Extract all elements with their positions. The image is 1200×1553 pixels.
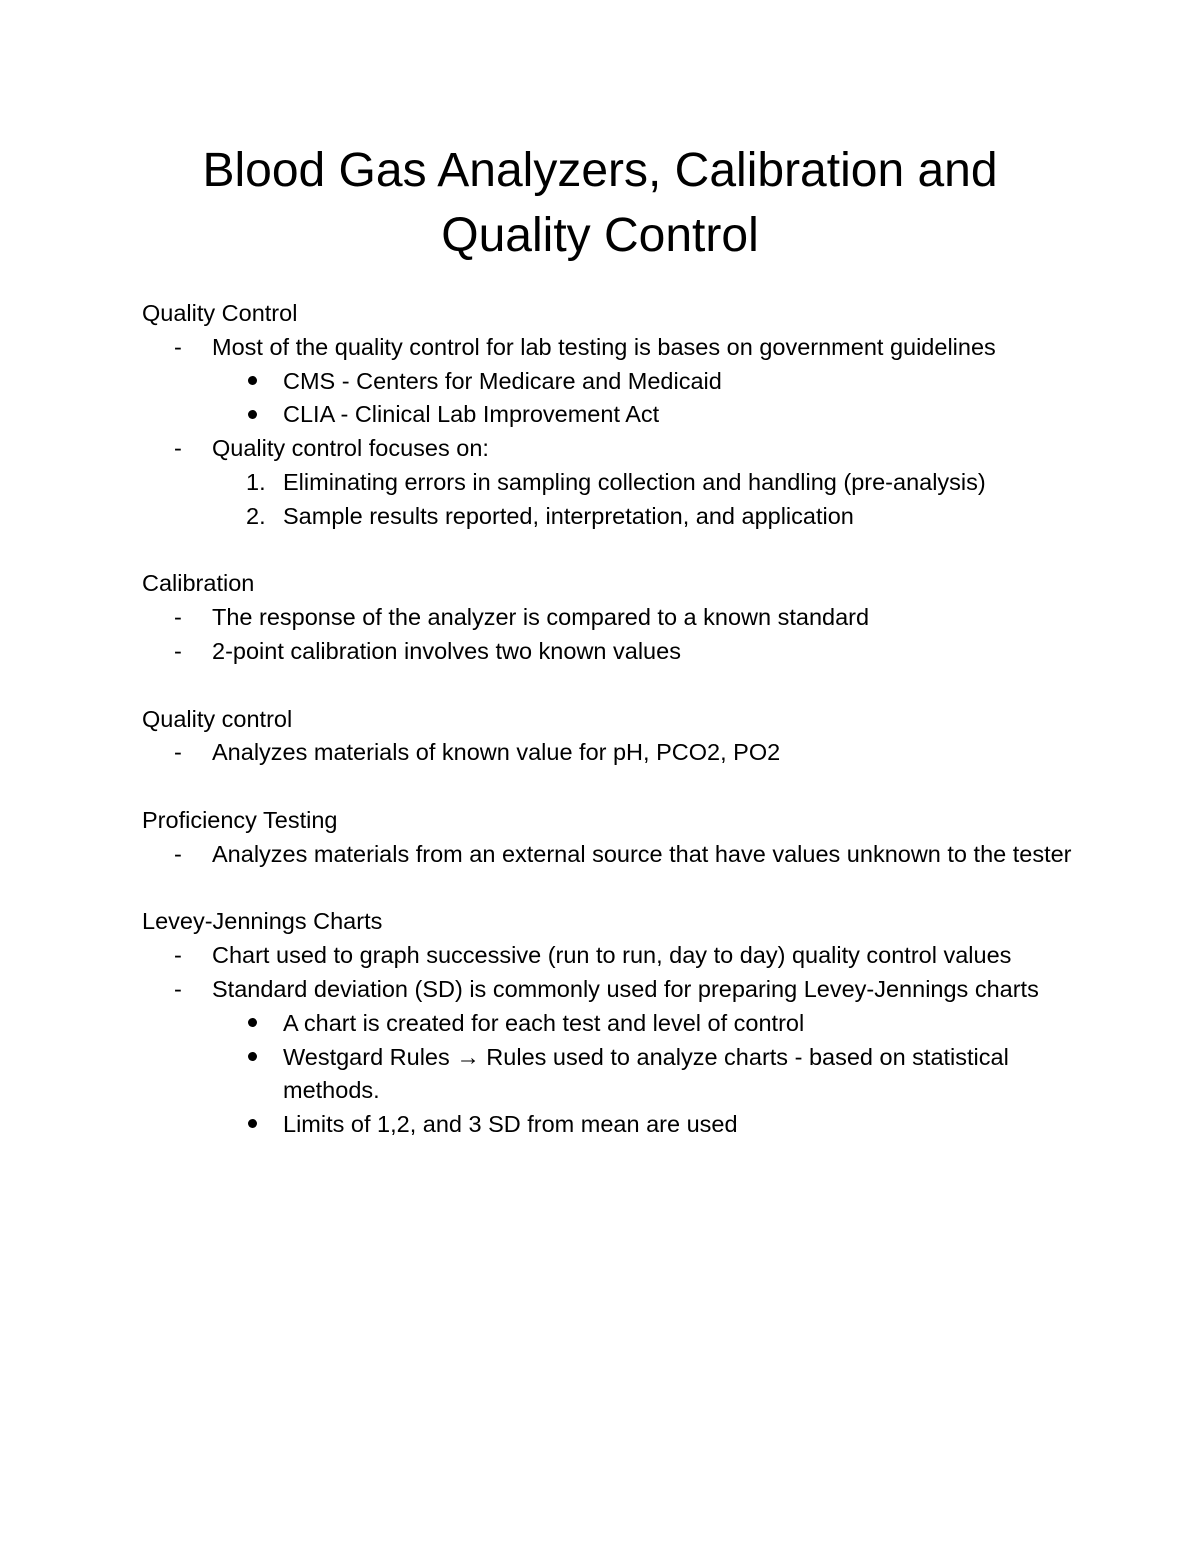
dash-list: [142, 331, 1102, 534]
sub-list-item-text: Sample results reported, interpretation, and application: [283, 502, 854, 529]
list-item-text: Standard deviation (SD) is commonly used for preparing Levey-Jennings charts: [212, 975, 1039, 1002]
section-quality-control: [142, 297, 1102, 534]
list-item: [142, 973, 1102, 1142]
bullet-icon: [248, 1007, 257, 1041]
section-proficiency-testing: [142, 804, 1102, 872]
document-title-line-1: Blood Gas Analyzers, Calibration and: [202, 144, 998, 197]
list-item-text: Chart used to graph successive (run to run, day to day) quality control values: [212, 942, 1012, 969]
dash-list: [142, 601, 1102, 669]
dash-list: [142, 939, 1102, 1142]
list-item-text: The response of the analyzer is compared to a known standard: [212, 604, 870, 631]
bullet-list: [212, 365, 1102, 433]
document-title-line-2: Quality Control: [441, 209, 759, 262]
list-number: 1.: [246, 468, 266, 495]
dash-list: [142, 736, 1102, 770]
section-calibration: [142, 567, 1102, 668]
numbered-list: [212, 466, 1102, 534]
list-item-text: Analyzes materials of known value for pH, PCO2, PO2: [212, 739, 781, 766]
bullet-icon: [248, 1108, 257, 1142]
dash-marker: -: [174, 840, 182, 867]
sub-list-item-text: CLIA - Clinical Lab Improvement Act: [283, 401, 660, 428]
list-item: [142, 939, 1102, 973]
section-heading: Quality Control: [142, 300, 298, 326]
list-item: [142, 736, 1102, 770]
list-item-text: Analyzes materials from an external source that have values unknown to the tester: [212, 840, 1072, 867]
section-heading: Quality control: [142, 705, 293, 732]
document-title: [0, 138, 1200, 268]
dash-marker: -: [174, 739, 182, 766]
list-item-text: 2-point calibration involves two known values: [212, 637, 681, 664]
sub-list-item: [142, 466, 1102, 500]
section-quality-control-materials: [142, 703, 1102, 771]
sub-list-item: [142, 1041, 1102, 1109]
sub-list-item: [142, 1108, 1102, 1142]
list-item: [142, 601, 1102, 635]
list-item: [142, 331, 1102, 432]
sub-list-item: [142, 398, 1102, 432]
document-body: [142, 297, 1102, 1142]
section-levey-jennings-charts: [142, 905, 1102, 1142]
sub-list-item-text: CMS - Centers for Medicare and Medicaid: [283, 367, 722, 394]
section-heading: Levey-Jennings Charts: [142, 908, 383, 935]
bullet-list: [212, 1007, 1102, 1142]
sub-list-item-text: Limits of 1,2, and 3 SD from mean are used: [283, 1111, 738, 1138]
bullet-icon: [248, 1041, 257, 1075]
sub-list-item-text: Westgard Rules → Rules used to analyze charts - based on statistical methods.: [283, 1043, 1009, 1104]
sub-list-item: [142, 1007, 1102, 1041]
list-item-text: Quality control focuses on:: [212, 435, 489, 462]
sub-list-item-text: Eliminating errors in sampling collection and handling (pre-analysis): [283, 468, 986, 495]
sub-list-item: [142, 365, 1102, 399]
list-item: [142, 838, 1102, 872]
section-heading: Proficiency Testing: [142, 806, 338, 833]
sub-list-item: [142, 500, 1102, 534]
list-item-text: Most of the quality control for lab testing is bases on government guidelines: [212, 333, 996, 360]
list-item: [142, 432, 1102, 533]
bullet-icon: [248, 365, 257, 399]
list-item: [142, 635, 1102, 669]
dash-marker: -: [174, 604, 182, 631]
section-heading: Calibration: [142, 570, 255, 597]
dash-marker: -: [174, 637, 182, 664]
dash-list: [142, 838, 1102, 872]
bullet-icon: [248, 398, 257, 432]
dash-marker: -: [174, 435, 182, 462]
dash-marker: -: [174, 333, 182, 360]
sub-list-item-text: A chart is created for each test and level of control: [283, 1009, 805, 1036]
list-number: 2.: [246, 502, 266, 529]
dash-marker: -: [174, 975, 182, 1002]
dash-marker: -: [174, 942, 182, 969]
